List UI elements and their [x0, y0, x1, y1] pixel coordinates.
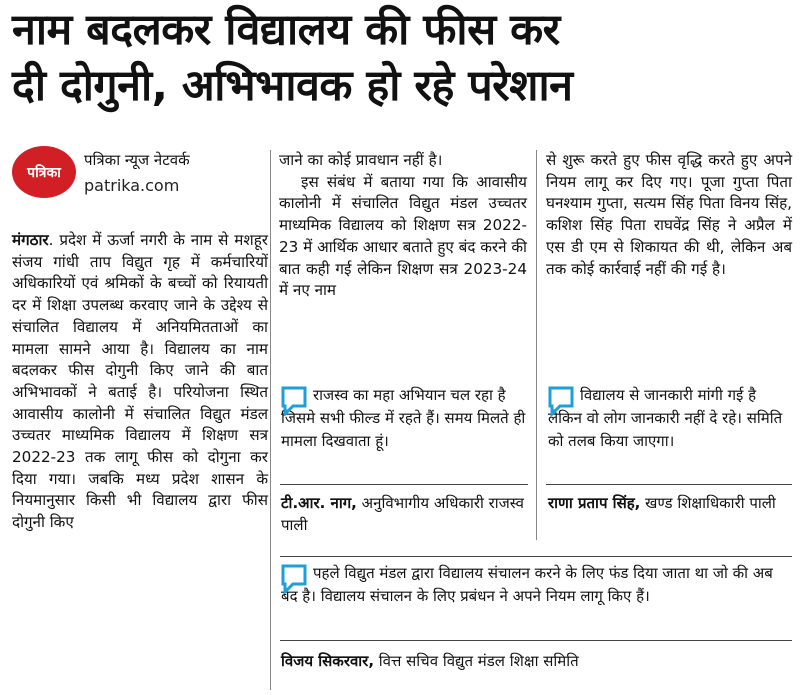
author-name: टी.आर. नाग, [281, 494, 357, 512]
quote-author [548, 492, 792, 514]
column-divider [536, 150, 537, 540]
divider [280, 556, 792, 557]
quote-author [281, 650, 792, 672]
headline [12, 2, 792, 114]
quote-author [281, 492, 529, 536]
author-role: अनुविभागीय अधिकारी राजस्व पाली [281, 494, 524, 534]
story-paragraph: जाने का कोई प्रावधान नहीं है। [279, 151, 443, 169]
quote-box [281, 384, 529, 453]
quote-text: पहले विद्युत मंडल द्वारा विद्यालय संचालन करने के लिए फंड दिया जाता था जो की अब बंद है। विद्यालय संचालन के लिए प्रबंधन ने अपने नियम लागू किए हैं। [281, 564, 773, 605]
author-role: खण्ड शिक्षाधिकारी पाली [640, 494, 776, 512]
headline-line-2: दी दोगुनी, अभिभावक हो रहे परेशान [12, 61, 573, 111]
story-column-2 [279, 150, 527, 302]
quote-icon [281, 386, 307, 416]
byline-site: patrika.com [84, 176, 180, 195]
divider [280, 640, 792, 641]
byline-network: पत्रिका न्यूज नेटवर्क [84, 151, 190, 169]
quote-text: विद्यालय से जानकारी मांगी गई है लेकिन वो लोग जानकारी नहीं दे रहे। समिति को तलब किया जाएगा। [548, 386, 783, 450]
quote-text: राजस्व का महा अभियान चल रहा है जिसमे सभी फील्ड में रहते हैं। समय मिलते ही मामला दिखवाता हूं। [281, 386, 526, 450]
patrika-logo [12, 146, 76, 198]
logo-text: पत्रिका [12, 146, 76, 198]
author-role: वित्त सचिव विद्युत मंडल शिक्षा समिति [374, 652, 579, 670]
quote-icon [548, 386, 574, 416]
headline-line-1: नाम बदलकर विद्यालय की फीस कर [12, 5, 560, 55]
quote-icon [281, 564, 307, 594]
divider [546, 484, 792, 485]
dateline: मंगठार [12, 231, 49, 249]
divider [280, 484, 528, 485]
quote-box [281, 562, 792, 608]
author-name: राणा प्रताप सिंह, [548, 494, 641, 512]
author-name: विजय सिकरवार, [281, 652, 375, 670]
story-text: . प्रदेश में ऊर्जा नगरी के नाम से मशहूर संजय गांधी ताप विद्युत गृह में कर्मचारियों अधिकारियों एवं श्रमिकों के बच्चों को रियायती दर में शिक्षा उपलब्ध करवाए जाने के उद्देश्य से संचालित विद्यालय में अनियमितताओं का मामला सामने आया है। विद्यालय का नाम बदलकर फीस दोगुनी किए जाने की बात अभिभावकों ने बताई है। परियोजना स्थित आवासीय कालोनी में संचालित विद्युत मंडल उच्चतर माध्यमिक विद्यालय में शिक्षण सत्र 2022-23 तक लागू फीस को दोगुना कर दिया गया। जबकि मध्य प्रदेश शासन के नियमानुसार किसी भी विद्यालय द्वारा फीस दोगुनी किए [12, 231, 268, 532]
column-divider [270, 150, 271, 690]
quote-box [548, 384, 792, 453]
story-paragraph: इस संबंध में बताया गया कि आवासीय कालोनी में संचालित विद्युत मंडल उच्चतर माध्यमिक विद्यालय को शिक्षण सत्र 2022-23 में आर्थिक आधार बताते हुए बंद करने की बात कही गई लेकिन शिक्षण सत्र 2023-24 में नए नाम [279, 172, 527, 300]
story-column-3: से शुरू करते हुए फीस वृद्धि करते हुए अपने नियम लागू कर दिए गए। पूजा गुप्ता पिता घनश्याम गुप्ता, सत्यम सिंह पिता विनय सिंह, कशिश सिंह पिता राघवेंद्र सिंह ने अप्रैल में एस डी एम से शिकायत की थी, लेकिन अब तक कोई कार्रवाई नहीं की गई है। [546, 151, 792, 278]
story-column-1 [12, 230, 268, 534]
